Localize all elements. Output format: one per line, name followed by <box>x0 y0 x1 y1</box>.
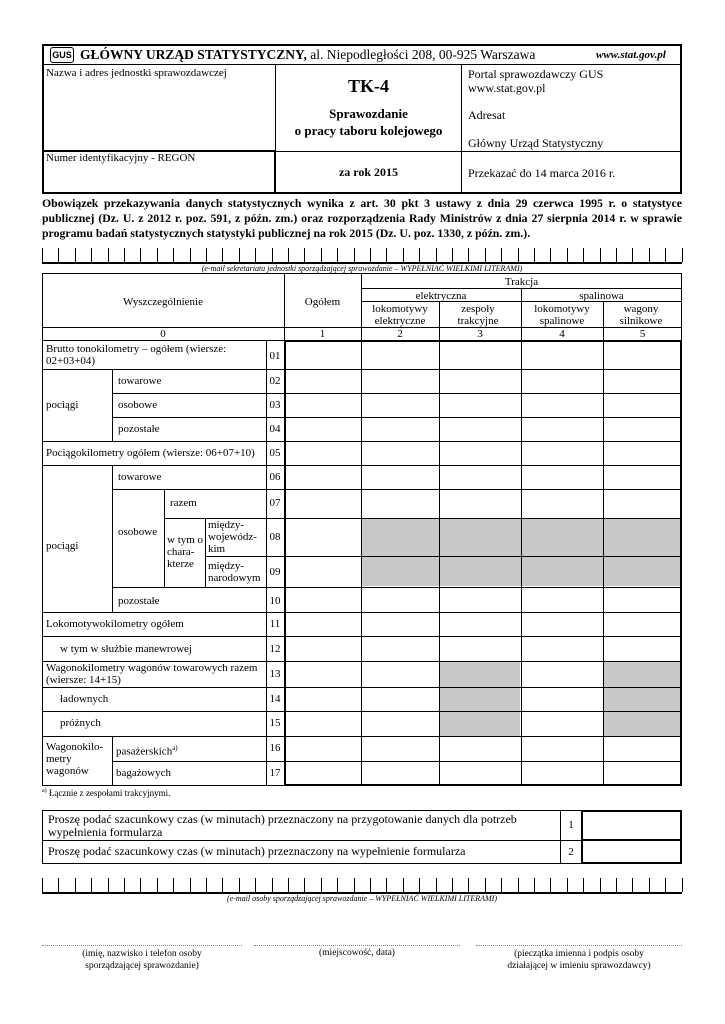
grid <box>603 301 604 340</box>
char-tick <box>682 878 683 892</box>
row-number-10: 10 <box>269 595 281 607</box>
row-08-label: między-wojewódz-kim <box>208 519 257 555</box>
char-tick <box>583 878 584 892</box>
char-tick <box>534 248 535 262</box>
row-16-label <box>116 742 178 758</box>
footnote <box>42 788 170 798</box>
col-diesel-header: spalinowa <box>579 290 624 302</box>
row-number-04: 04 <box>269 423 281 435</box>
center-divider <box>276 151 461 152</box>
char-tick <box>140 248 141 262</box>
row-16-label-text: pasażerskich <box>116 745 173 758</box>
col-number-2: 2 <box>397 328 403 340</box>
char-tick <box>91 878 92 892</box>
row-17-label: bagażowych <box>116 767 171 779</box>
char-tick <box>403 878 404 892</box>
char-tick <box>108 248 109 262</box>
row-11-label: Lokomotywokilometry ogółem <box>46 618 184 630</box>
char-tick <box>386 248 387 262</box>
report-year: za rok 2015 <box>338 165 399 179</box>
char-tick <box>173 248 174 262</box>
char-tick <box>485 878 486 892</box>
portal-label: Portal sprawozdawczy GUS <box>468 67 604 81</box>
char-tick <box>370 878 371 892</box>
row-w-tym: w tym o chara-kterze <box>167 534 204 570</box>
grid <box>112 369 113 441</box>
signature-line-place <box>254 945 460 946</box>
time-question-1-num: 1 <box>568 819 574 831</box>
char-tick <box>288 878 289 892</box>
legal-notice: Obowiązek przekazywania danych statystycznych wynika z art. 30 pkt 3 ustawy z dnia 29 czerwca 1995 r. o statystyce publicznej (Dz. U. z 2012 r. poz. 591, z późn. zm.) oraz rozporządzenia Rady Ministrów z dnia 27 sierpnia 2014 r. w sprawie programu badań statystycznych statystyki publicznej na rok 2015 (Dz. U. poz. 1330, z późn. zm.). <box>42 196 682 240</box>
char-tick <box>222 878 223 892</box>
time-question-2-num: 2 <box>568 846 574 858</box>
char-tick <box>304 248 305 262</box>
char-tick <box>321 248 322 262</box>
col-el-loco-header: lokomotywy elektryczne <box>372 303 428 327</box>
col-number-5: 5 <box>639 328 646 340</box>
row-12-label: w tym w służbie manewrowej <box>60 643 192 655</box>
char-tick <box>550 878 551 892</box>
char-tick <box>124 248 125 262</box>
row-number-05: 05 <box>269 447 281 459</box>
char-tick <box>288 248 289 262</box>
recipient: Główny Urząd Statystyczny <box>468 136 604 150</box>
col-el-units-header: zespoły trakcyjne <box>457 303 499 327</box>
char-tick <box>436 878 437 892</box>
row-10-label: pozostałe <box>118 595 160 607</box>
col-electric-header: elektryczna <box>415 290 467 302</box>
char-tick <box>337 248 338 262</box>
grid <box>521 288 522 340</box>
char-tick <box>272 248 273 262</box>
char-tick <box>206 248 207 262</box>
char-tick <box>354 248 355 262</box>
char-tick <box>255 878 256 892</box>
char-tick <box>337 878 338 892</box>
char-tick <box>190 248 191 262</box>
footnote-text: Łącznie z zespołami trakcyjnymi. <box>46 788 171 798</box>
col-di-loco-header: lokomotywy spalinowe <box>534 303 590 327</box>
col-number-1: 1 <box>319 328 326 340</box>
row-13-label: Wagonokilometry wagonów towarowych razem (wiersze: 14+15) <box>46 662 258 686</box>
char-tick <box>58 878 59 892</box>
time-answer-1[interactable] <box>581 810 682 841</box>
row-06-label: towarowe <box>118 471 162 483</box>
char-tick <box>91 248 92 262</box>
col-number-0: 0 <box>160 328 166 340</box>
char-tick <box>583 248 584 262</box>
char-tick <box>501 248 502 262</box>
grid <box>112 736 113 786</box>
char-tick <box>518 248 519 262</box>
recipient-label: Adresat <box>468 108 506 122</box>
char-tick <box>370 248 371 262</box>
char-tick <box>321 878 322 892</box>
footnote-mark: a) <box>42 788 47 794</box>
signature-line-person <box>42 945 242 946</box>
row-number-02: 02 <box>269 375 281 387</box>
char-tick <box>140 878 141 892</box>
char-tick <box>190 878 191 892</box>
char-tick <box>75 248 76 262</box>
right-box-divider <box>461 64 462 194</box>
unit-name-label: Nazwa i adres jednostki sprawozdawczej <box>46 67 227 79</box>
char-tick <box>42 248 43 262</box>
org-address: al. Niepodległości 208, 00-925 Warszawa <box>306 47 536 62</box>
row-number-11: 11 <box>269 618 281 630</box>
char-tick <box>75 878 76 892</box>
grid <box>439 301 440 340</box>
char-tick <box>600 878 601 892</box>
char-tick <box>518 878 519 892</box>
char-tick <box>419 878 420 892</box>
signature-line-stamp <box>476 945 682 946</box>
time-question-2: Proszę podać szacunkowy czas (w minutach) przeznaczony na wypełnienie formularza <box>48 844 466 858</box>
row-04-label: pozostałe <box>118 423 160 435</box>
char-tick <box>255 248 256 262</box>
row-number-13: 13 <box>269 668 281 680</box>
row-09-label: między-narodowym <box>208 560 261 584</box>
grid <box>112 465 113 612</box>
char-tick <box>222 248 223 262</box>
row-03-label: osobowe <box>118 399 158 411</box>
row-14-label: ładownych <box>60 693 109 705</box>
col-number-4: 4 <box>559 328 565 340</box>
grid <box>205 518 206 587</box>
row-number-17: 17 <box>269 767 281 779</box>
row-number-06: 06 <box>269 471 281 483</box>
char-tick <box>632 248 633 262</box>
char-tick <box>534 878 535 892</box>
char-tick <box>616 878 617 892</box>
row-number-09: 09 <box>269 566 281 578</box>
website: www.stat.gov.pl <box>596 49 666 61</box>
org-name <box>80 47 535 63</box>
row-07-label: razem <box>170 497 197 509</box>
char-tick <box>157 248 158 262</box>
row-number-15: 15 <box>269 717 281 729</box>
col-di-cars-header: wagony silnikowe <box>619 303 663 327</box>
header-divider <box>42 64 682 65</box>
row-05-label: Pociągokilometry ogółem (wiersze: 06+07+10) <box>46 447 255 459</box>
row-pociagi-1: pociągi <box>46 399 79 411</box>
signature-person-caption: (imię, nazwisko i telefon osoby sporządzającej sprawozdanie) <box>82 949 202 971</box>
char-tick <box>649 878 650 892</box>
char-tick <box>157 878 158 892</box>
char-tick <box>304 878 305 892</box>
char-tick <box>452 248 453 262</box>
row-number-08: 08 <box>269 531 281 543</box>
char-tick <box>468 878 469 892</box>
col-number-3: 3 <box>477 328 483 340</box>
char-tick <box>108 878 109 892</box>
row-osobowe-2: osobowe <box>118 526 158 538</box>
char-tick <box>239 248 240 262</box>
grid <box>42 327 682 328</box>
row-16-footnote-mark: a) <box>172 744 178 752</box>
col-total-header: Ogółem <box>304 296 341 308</box>
grid <box>164 489 165 587</box>
row-15-label: próżnych <box>60 717 101 729</box>
regon-label: Numer identyfikacyjny - REGON <box>46 152 196 164</box>
char-tick <box>206 878 207 892</box>
row-02-label: towarowe <box>118 375 162 387</box>
char-tick <box>173 878 174 892</box>
char-tick <box>665 878 666 892</box>
char-tick <box>272 878 273 892</box>
row-wagonokm: Wagonokilo-metry wagonów <box>46 741 104 777</box>
char-tick <box>550 248 551 262</box>
org-name-text: GŁÓWNY URZĄD STATYSTYCZNY, <box>80 47 307 62</box>
row-number-03: 03 <box>269 399 281 411</box>
char-tick <box>419 248 420 262</box>
col-traction-header: Trakcja <box>504 276 539 288</box>
signature-place-caption: (miejscowość, data) <box>319 948 395 958</box>
char-tick <box>649 248 650 262</box>
deadline: Przekazać do 14 marca 2016 r. <box>468 166 616 180</box>
portal-url[interactable]: www.stat.gov.pl <box>468 81 546 95</box>
right-divider <box>461 151 682 152</box>
char-tick <box>468 248 469 262</box>
row-number-07: 07 <box>269 497 281 509</box>
email-field-2[interactable] <box>42 878 682 892</box>
row-pociagi-2: pociągi <box>46 540 79 552</box>
email-field-1[interactable] <box>42 248 682 262</box>
col-desc-header: Wyszczególnienie <box>123 296 203 308</box>
char-tick <box>403 248 404 262</box>
signature-stamp-caption: (pieczątka imienna i podpis osoby działającej w imieniu sprawozdawcy) <box>507 949 651 971</box>
char-tick <box>567 248 568 262</box>
time-question-1: Proszę podać szacunkowy czas (w minutach) przeznaczony na przygotowanie danych dla potrzeb wypełnienia formularza <box>48 812 517 839</box>
gus-logo: GUS <box>50 47 74 63</box>
row-01-label: Brutto tonokilometry – ogółem (wiersze: 02+03+04) <box>46 343 227 367</box>
char-tick <box>616 248 617 262</box>
email-caption-2: (e-mail osoby sporządzającej sprawozdanie – WYPEŁNIAĆ WIELKIMI LITERAMI) <box>227 894 497 903</box>
char-tick <box>600 248 601 262</box>
form-title-1: Sprawozdanie <box>329 106 408 121</box>
char-tick <box>501 878 502 892</box>
char-tick <box>58 248 59 262</box>
char-tick <box>436 248 437 262</box>
char-tick <box>386 878 387 892</box>
char-tick <box>124 878 125 892</box>
data-entry-frame <box>284 340 682 786</box>
char-tick <box>42 878 43 892</box>
char-tick <box>485 248 486 262</box>
time-answer-2[interactable] <box>581 839 682 864</box>
char-tick <box>452 878 453 892</box>
form-title-2: o pracy taboru kolejowego <box>294 123 443 138</box>
char-tick <box>665 248 666 262</box>
char-tick <box>567 878 568 892</box>
row-number-01: 01 <box>269 350 281 362</box>
char-tick <box>632 878 633 892</box>
row-number-16: 16 <box>269 742 281 754</box>
char-tick <box>682 248 683 262</box>
char-tick <box>354 878 355 892</box>
form-code: TK-4 <box>347 76 389 96</box>
email-caption-1: (e-mail sekretariatu jednostki sporządzającej sprawozdanie – WYPEŁNIAĆ WIELKIMI LITERAMI) <box>201 264 523 273</box>
char-tick <box>239 878 240 892</box>
row-number-12: 12 <box>269 643 281 655</box>
row-number-14: 14 <box>269 693 281 705</box>
